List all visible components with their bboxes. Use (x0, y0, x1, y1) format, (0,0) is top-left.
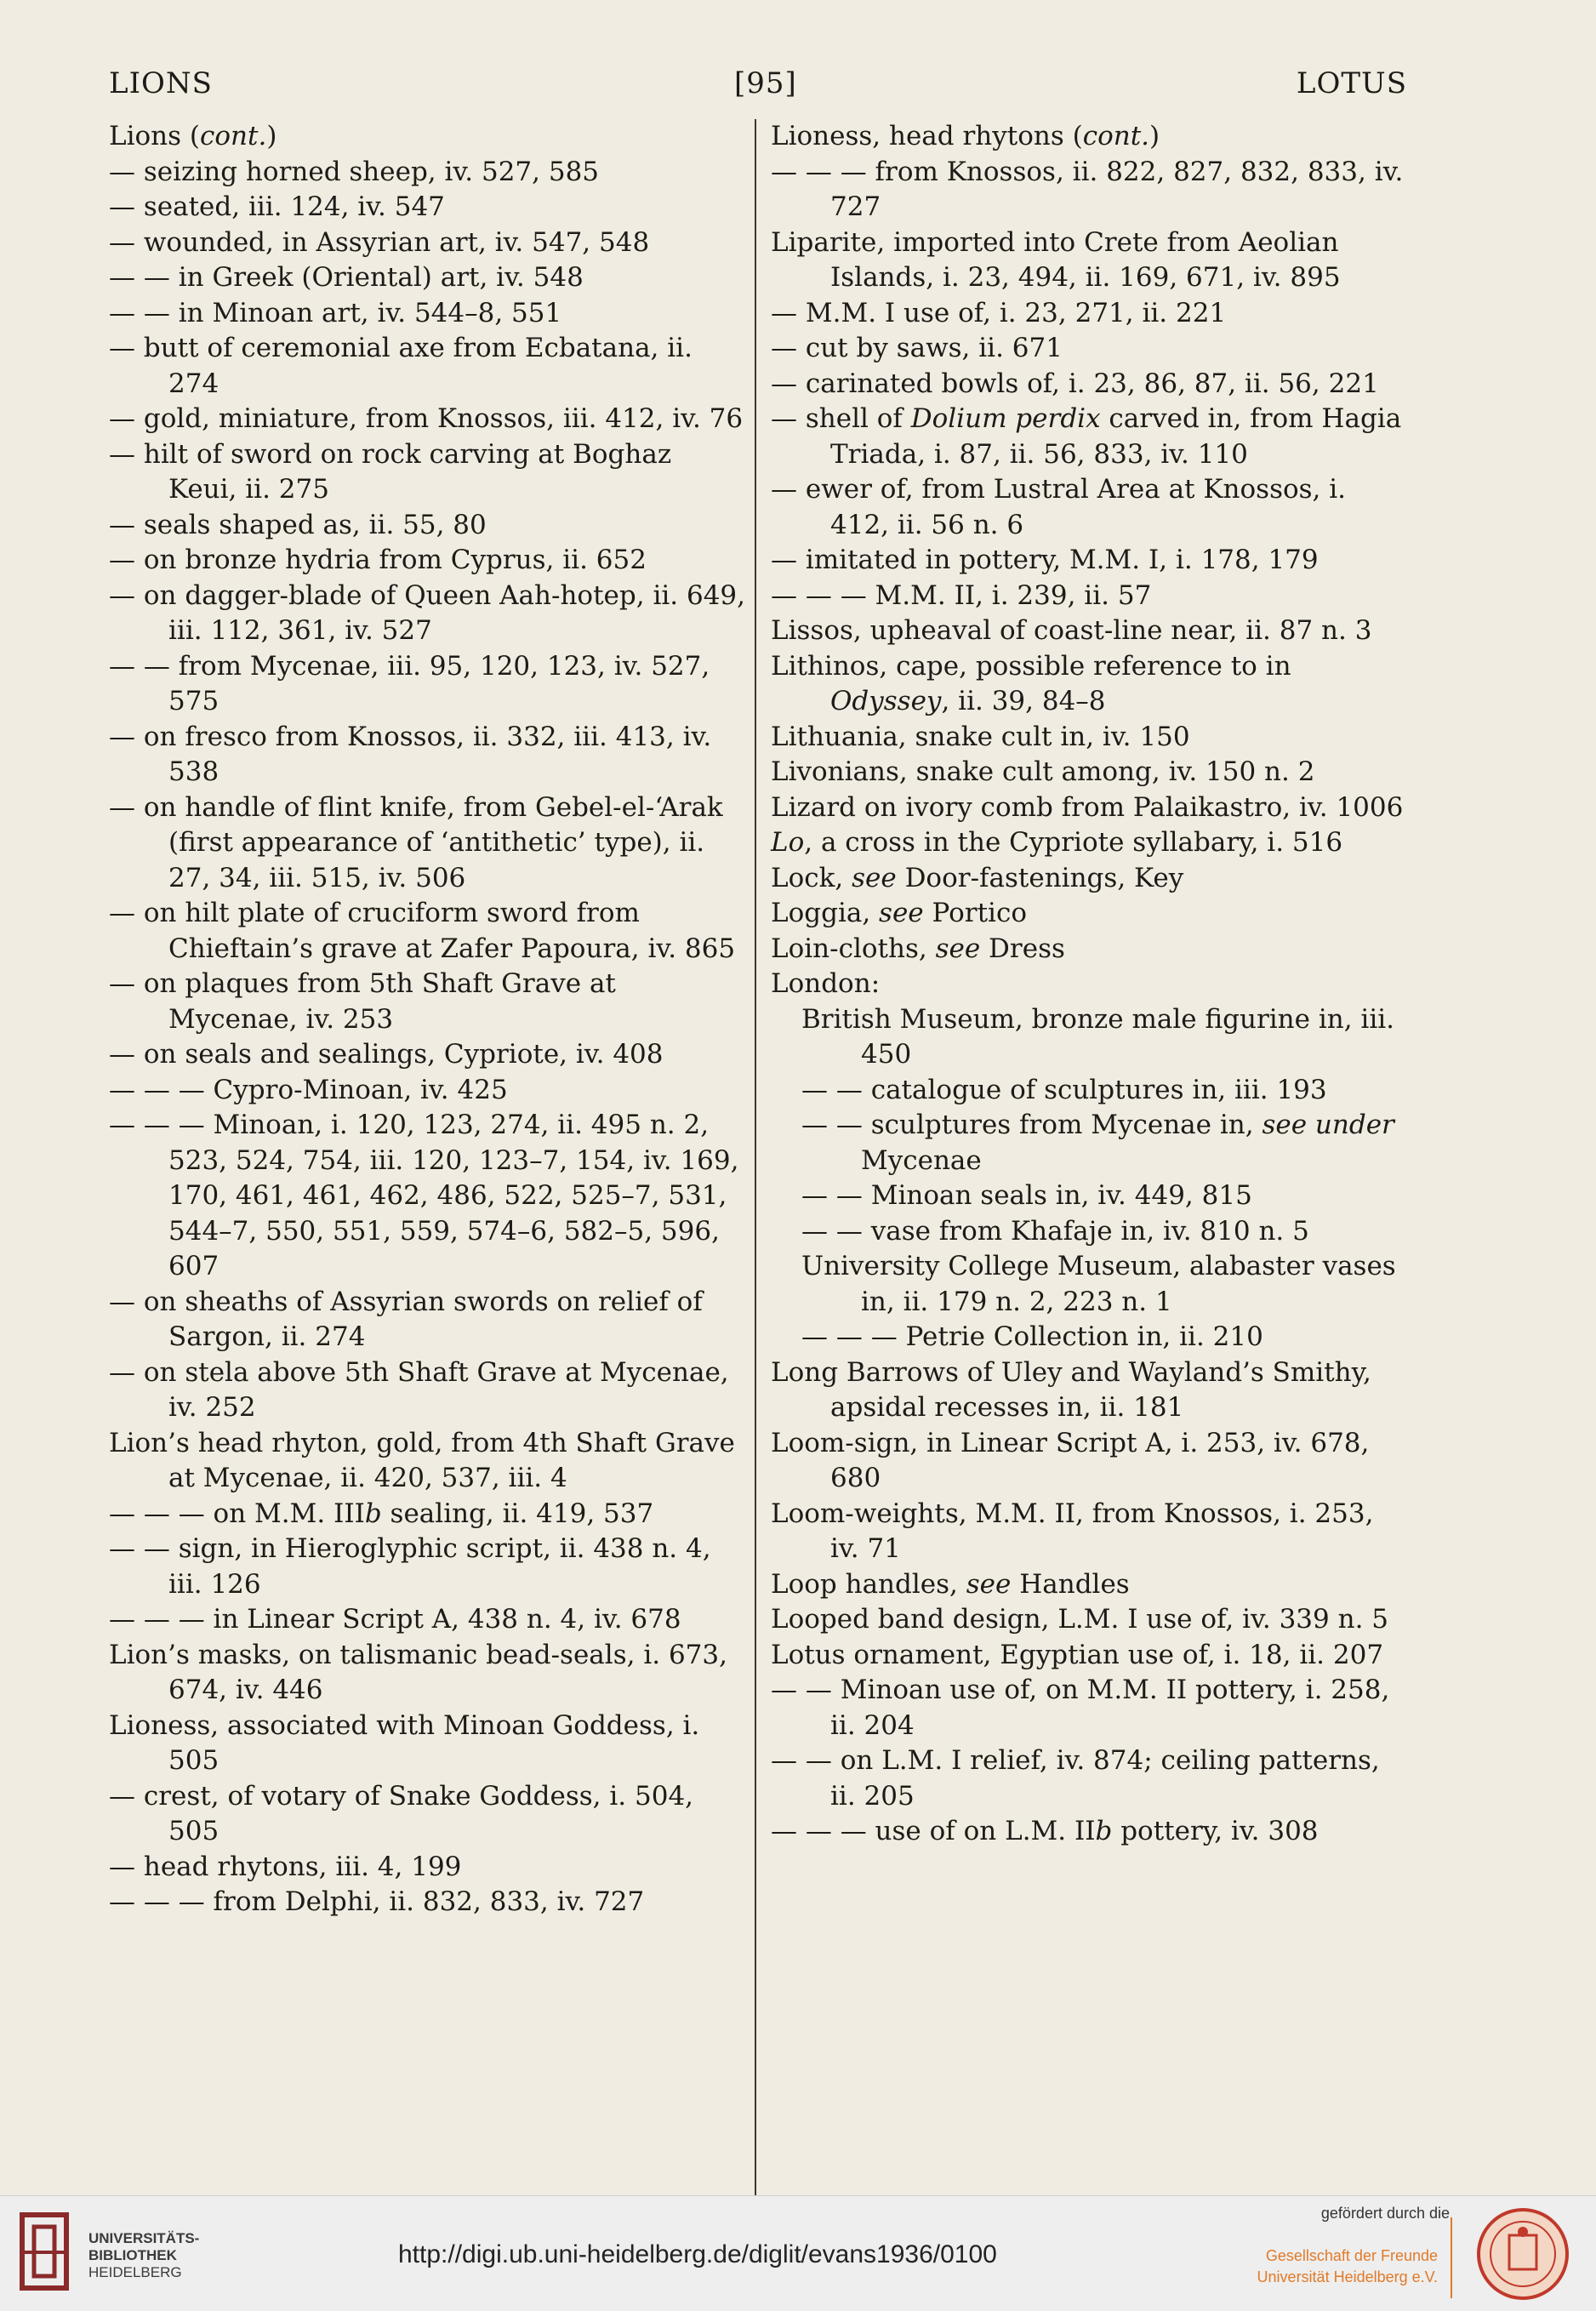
sponsor-name (1230, 2245, 1438, 2288)
index-entry: — seals shaped as, ii. 55, 80 (109, 509, 487, 540)
index-entry: — on handle of flint knife, from Gebel-el-‘Arak (first appearance of ‘antithetic’ type), ii. 27, 34, iii. 515, iv. 506 (109, 791, 723, 893)
index-entry: — seated, iii. 124, iv. 547 (109, 191, 445, 222)
sponsor-name-line1: Gesellschaft der Freunde (1265, 2247, 1438, 2264)
index-entry: Lioness, head rhytons (cont.) (771, 121, 1160, 151)
index-entry: — on plaques from 5th Shaft Grave at Mycenae, iv. 253 (109, 968, 616, 1035)
index-entry: — — sign, in Hieroglyphic script, ii. 438 n. 4, iii. 126 (109, 1533, 711, 1600)
library-logo-icon (17, 2210, 71, 2293)
index-entry: Lions (cont.) (109, 121, 277, 151)
university-seal-icon (1475, 2206, 1570, 2302)
index-entry: — cut by saws, ii. 671 (771, 333, 1063, 363)
index-entry: — — in Greek (Oriental) art, iv. 548 (109, 262, 584, 293)
index-column-right (771, 119, 1407, 1850)
library-name-line2: BIBLIOTHEK (88, 2247, 177, 2263)
index-entry: Looped band design, L.M. I use of, iv. 339 n. 5 (771, 1604, 1389, 1635)
index-entry: Long Barrows of Uley and Wayland’s Smithy, apsidal recesses in, ii. 181 (771, 1356, 1371, 1423)
index-entry: Lion’s head rhyton, gold, from 4th Shaft Grave at Mycenae, ii. 420, 537, iii. 4 (109, 1427, 735, 1493)
page-number: [95] (734, 66, 797, 100)
index-entry: — — Minoan use of, on M.M. II pottery, i. 258, ii. 204 (771, 1675, 1390, 1741)
index-entry: — — — Cypro-Minoan, iv. 425 (109, 1074, 508, 1105)
index-entry: — — — on M.M. IIIb sealing, ii. 419, 537 (109, 1498, 654, 1529)
index-entry: — — catalogue of sculptures in, iii. 193 (801, 1074, 1327, 1105)
index-entry: — imitated in pottery, M.M. I, i. 178, 179 (771, 545, 1319, 575)
index-entry: Lithuania, snake cult in, iv. 150 (771, 721, 1190, 752)
running-head-right: LOTUS (1296, 66, 1407, 100)
library-name-line3: HEIDELBERG (88, 2264, 182, 2280)
index-entry: — on seals and sealings, Cypriote, iv. 408 (109, 1039, 664, 1070)
index-entry: — shell of Dolium perdix carved in, from Hagia Triada, i. 87, ii. 56, 833, iv. 110 (771, 403, 1402, 470)
index-entry: Liparite, imported into Crete from Aeolian Islands, i. 23, 494, ii. 169, 671, iv. 895 (771, 226, 1341, 293)
index-entry: — — — from Delphi, ii. 832, 833, iv. 727 (109, 1886, 645, 1917)
index-entry: — — — use of on L.M. IIb pottery, iv. 308 (771, 1816, 1319, 1846)
index-entry: London: (771, 968, 881, 999)
library-name (88, 2230, 199, 2281)
index-entry: — on sheaths of Assyrian swords on relief of Sargon, ii. 274 (109, 1286, 703, 1352)
index-entry: — — on L.M. I relief, iv. 874; ceiling patterns, ii. 205 (771, 1745, 1380, 1812)
index-entry: — — — M.M. II, i. 239, ii. 57 (771, 579, 1152, 611)
index-entry: British Museum, bronze male figurine in, iii. 450 (801, 1003, 1395, 1070)
index-entry: — head rhytons, iii. 4, 199 (109, 1851, 462, 1882)
index-entry: — on fresco from Knossos, ii. 332, iii. 413, iv. 538 (109, 721, 712, 787)
digitization-footer (0, 2195, 1596, 2311)
index-entry: Lizard on ivory comb from Palaikastro, iv. 1006 (771, 791, 1404, 823)
index-entry: — — — from Knossos, ii. 822, 827, 832, 833, iv. 727 (771, 156, 1404, 222)
index-entry: — carinated bowls of, i. 23, 86, 87, ii. 56, 221 (771, 368, 1379, 399)
index-entry: — gold, miniature, from Knossos, iii. 412, iv. 76 (109, 403, 744, 434)
index-entry: — ewer of, from Lustral Area at Knossos, i. 412, ii. 56 n. 6 (771, 474, 1347, 540)
index-entry: Lissos, upheaval of coast-line near, ii. 87 n. 3 (771, 615, 1372, 646)
sponsor-divider (1451, 2217, 1452, 2298)
index-entry: — wounded, in Assyrian art, iv. 547, 548 (109, 226, 650, 258)
index-entry: — — from Mycenae, iii. 95, 120, 123, iv. 527, 575 (109, 650, 710, 716)
index-entry: — crest, of votary of Snake Goddess, i. 504, 505 (109, 1780, 694, 1846)
permalink-url[interactable]: http://digi.ub.uni-heidelberg.de/diglit/evans1936/0100 (398, 2240, 997, 2268)
library-name-line1: UNIVERSITÄTS- (88, 2230, 200, 2246)
index-entry: Lock, see Door-fastenings, Key (771, 862, 1184, 893)
index-entry: Loom-weights, M.M. II, from Knossos, i. 253, iv. 71 (771, 1498, 1374, 1564)
sponsor-label: gefördert durch die (1320, 2205, 1450, 2222)
index-entry: Lion’s masks, on talismanic bead-seals, i. 673, 674, iv. 446 (109, 1639, 727, 1705)
column-divider (755, 119, 756, 2195)
index-entry: — on dagger-blade of Queen Aah-hotep, ii. 649, iii. 112, 361, iv. 527 (109, 579, 746, 646)
index-entry: — on stela above 5th Shaft Grave at Mycenae, iv. 252 (109, 1356, 729, 1423)
index-entry: — — — in Linear Script A, 438 n. 4, iv. 678 (109, 1604, 681, 1635)
index-entry: University College Museum, alabaster vases in, ii. 179 n. 2, 223 n. 1 (801, 1251, 1396, 1317)
index-entry: — — Minoan seals in, iv. 449, 815 (801, 1180, 1252, 1211)
sponsor-name-line2: Universität Heidelberg e.V. (1257, 2268, 1438, 2285)
index-entry: Lioness, associated with Minoan Goddess, i. 505 (109, 1709, 700, 1776)
index-entry: Lithinos, cape, possible reference to in Odyssey, ii. 39, 84–8 (771, 650, 1291, 716)
index-entry: Lo, a cross in the Cypriote syllabary, i. 516 (771, 827, 1343, 858)
index-entry: — — — Petrie Collection in, ii. 210 (801, 1321, 1263, 1352)
index-entry: — — — Minoan, i. 120, 123, 274, ii. 495 n. 2, 523, 524, 754, iii. 120, 123–7, 154, iv. 169, 170, 461, 461, 462, 486, 522, 525–7, 531, 544–7, 550, 551, 559, 574–6, 582–5, 596, 607 (109, 1110, 739, 1281)
index-entry: Loop handles, see Handles (771, 1568, 1130, 1600)
index-entry: Loom-sign, in Linear Script A, i. 253, iv. 678, 680 (771, 1427, 1370, 1493)
index-entry: — — sculptures from Mycenae in, see under Mycenae (801, 1110, 1394, 1176)
index-entry: Loin-cloths, see Dress (771, 933, 1065, 964)
index-entry: Loggia, see Portico (771, 898, 1027, 928)
index-entry: — M.M. I use of, i. 23, 271, ii. 221 (771, 297, 1227, 328)
index-column-left (109, 119, 747, 1920)
index-entry: — — in Minoan art, iv. 544–8, 551 (109, 297, 562, 328)
index-entry: Lotus ornament, Egyptian use of, i. 18, ii. 207 (771, 1639, 1384, 1670)
running-head-left: LIONS (109, 66, 213, 100)
index-entry: — hilt of sword on rock carving at Boghaz Keui, ii. 275 (109, 438, 672, 505)
index-entry: — seizing horned sheep, iv. 527, 585 (109, 156, 600, 187)
running-head (109, 66, 1407, 109)
index-entry: — butt of ceremonial axe from Ecbatana, ii. 274 (109, 333, 693, 399)
index-entry: — on bronze hydria from Cyprus, ii. 652 (109, 545, 647, 575)
index-entry: — on hilt plate of cruciform sword from Chieftain’s grave at Zafer Papoura, iv. 865 (109, 898, 736, 964)
index-entry: — — vase from Khafaje in, iv. 810 n. 5 (801, 1215, 1309, 1247)
index-entry: Livonians, snake cult among, iv. 150 n. 2 (771, 756, 1315, 787)
